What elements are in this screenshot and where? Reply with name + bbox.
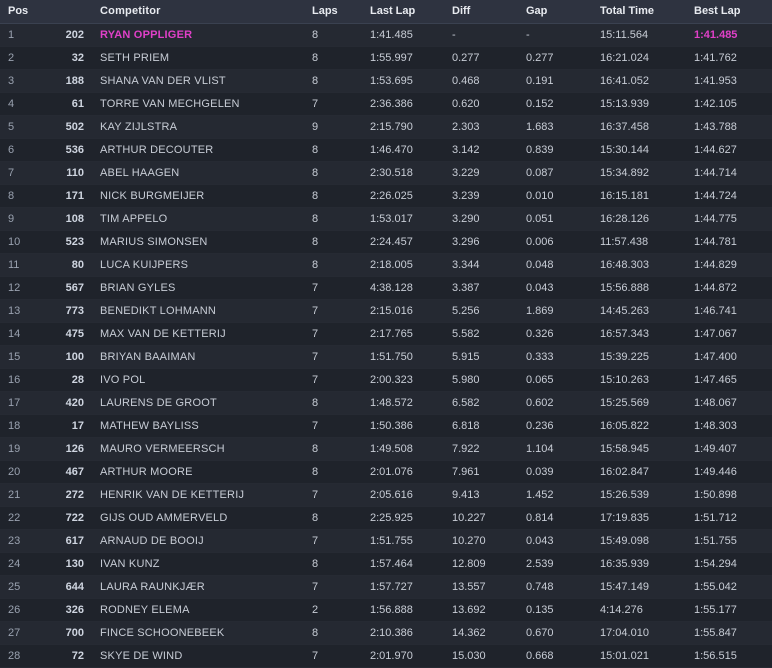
cell-best-lap: 1:43.788 — [688, 116, 772, 139]
cell-number: 108 — [40, 208, 90, 231]
cell-best-lap: 1:55.847 — [688, 622, 772, 645]
cell-competitor: MATHEW BAYLISS — [90, 415, 306, 438]
table-row[interactable] — [0, 346, 772, 369]
cell-last-lap: 2:36.386 — [364, 93, 446, 116]
cell-number: 523 — [40, 231, 90, 254]
cell-number: 567 — [40, 277, 90, 300]
cell-diff: 0.620 — [446, 93, 520, 116]
cell-gap: 0.839 — [520, 139, 594, 162]
cell-diff: 5.256 — [446, 300, 520, 323]
cell-gap: 0.326 — [520, 323, 594, 346]
cell-laps: 7 — [306, 93, 364, 116]
table-row[interactable] — [0, 231, 772, 254]
cell-diff: 3.290 — [446, 208, 520, 231]
cell-last-lap: 2:30.518 — [364, 162, 446, 185]
cell-last-lap: 1:51.750 — [364, 346, 446, 369]
cell-total-time: 15:11.564 — [594, 24, 688, 47]
table-row[interactable] — [0, 162, 772, 185]
cell-position: 19 — [0, 438, 40, 461]
cell-diff: 5.582 — [446, 323, 520, 346]
cell-best-lap: 1:48.067 — [688, 392, 772, 415]
results-body — [0, 24, 772, 668]
cell-best-lap: 1:55.177 — [688, 599, 772, 622]
cell-last-lap: 2:25.925 — [364, 507, 446, 530]
cell-position: 25 — [0, 576, 40, 599]
cell-best-lap: 1:44.829 — [688, 254, 772, 277]
cell-diff: 3.142 — [446, 139, 520, 162]
table-row[interactable] — [0, 139, 772, 162]
table-row[interactable] — [0, 415, 772, 438]
cell-diff: 3.239 — [446, 185, 520, 208]
cell-position: 22 — [0, 507, 40, 530]
cell-gap: 0.087 — [520, 162, 594, 185]
table-row[interactable] — [0, 438, 772, 461]
cell-total-time: 16:37.458 — [594, 116, 688, 139]
cell-gap: - — [520, 24, 594, 47]
cell-best-lap: 1:47.465 — [688, 369, 772, 392]
table-row[interactable] — [0, 70, 772, 93]
table-row[interactable] — [0, 208, 772, 231]
cell-number: 617 — [40, 530, 90, 553]
table-row[interactable] — [0, 553, 772, 576]
cell-last-lap: 1:51.755 — [364, 530, 446, 553]
cell-position: 8 — [0, 185, 40, 208]
cell-laps: 7 — [306, 530, 364, 553]
cell-diff: 13.692 — [446, 599, 520, 622]
cell-number: 171 — [40, 185, 90, 208]
cell-laps: 7 — [306, 576, 364, 599]
cell-position: 12 — [0, 277, 40, 300]
cell-total-time: 17:19.835 — [594, 507, 688, 530]
column-header-best-lap[interactable]: Best Lap — [688, 0, 772, 24]
cell-gap: 0.051 — [520, 208, 594, 231]
cell-number: 475 — [40, 323, 90, 346]
cell-diff: 7.961 — [446, 461, 520, 484]
cell-laps: 8 — [306, 47, 364, 70]
column-header-total-time[interactable]: Total Time — [594, 0, 688, 24]
cell-competitor: NICK BURGMEIJER — [90, 185, 306, 208]
cell-best-lap: 1:56.515 — [688, 645, 772, 668]
cell-number: 188 — [40, 70, 90, 93]
cell-best-lap: 1:48.303 — [688, 415, 772, 438]
cell-best-lap: 1:42.105 — [688, 93, 772, 116]
column-header-pos[interactable]: Pos — [0, 0, 40, 24]
cell-last-lap: 1:41.485 — [364, 24, 446, 47]
cell-gap: 0.048 — [520, 254, 594, 277]
cell-diff: 0.468 — [446, 70, 520, 93]
cell-position: 26 — [0, 599, 40, 622]
cell-position: 23 — [0, 530, 40, 553]
cell-position: 20 — [0, 461, 40, 484]
cell-laps: 9 — [306, 116, 364, 139]
cell-best-lap: 1:54.294 — [688, 553, 772, 576]
cell-position: 17 — [0, 392, 40, 415]
cell-position: 28 — [0, 645, 40, 668]
cell-competitor: RODNEY ELEMA — [90, 599, 306, 622]
cell-competitor: ARNAUD DE BOOIJ — [90, 530, 306, 553]
column-header-gap[interactable]: Gap — [520, 0, 594, 24]
cell-total-time: 15:49.098 — [594, 530, 688, 553]
cell-position: 9 — [0, 208, 40, 231]
cell-diff: 13.557 — [446, 576, 520, 599]
cell-gap: 0.814 — [520, 507, 594, 530]
table-header-row — [0, 0, 772, 24]
cell-number: 17 — [40, 415, 90, 438]
cell-laps: 7 — [306, 369, 364, 392]
cell-total-time: 15:30.144 — [594, 139, 688, 162]
cell-laps: 8 — [306, 622, 364, 645]
cell-position: 14 — [0, 323, 40, 346]
cell-last-lap: 4:38.128 — [364, 277, 446, 300]
cell-diff: 10.227 — [446, 507, 520, 530]
cell-diff: 6.818 — [446, 415, 520, 438]
cell-laps: 8 — [306, 553, 364, 576]
column-header-last-lap[interactable]: Last Lap — [364, 0, 446, 24]
table-row[interactable] — [0, 507, 772, 530]
cell-last-lap: 1:49.508 — [364, 438, 446, 461]
cell-competitor: HENRIK VAN DE KETTERIJ — [90, 484, 306, 507]
cell-total-time: 16:41.052 — [594, 70, 688, 93]
table-row[interactable] — [0, 622, 772, 645]
cell-competitor: LUCA KUIJPERS — [90, 254, 306, 277]
cell-diff: 14.362 — [446, 622, 520, 645]
cell-diff: 3.296 — [446, 231, 520, 254]
cell-laps: 8 — [306, 438, 364, 461]
cell-position: 21 — [0, 484, 40, 507]
cell-gap: 1.869 — [520, 300, 594, 323]
cell-best-lap: 1:49.446 — [688, 461, 772, 484]
cell-last-lap: 2:17.765 — [364, 323, 446, 346]
cell-total-time: 15:34.892 — [594, 162, 688, 185]
cell-number: 326 — [40, 599, 90, 622]
cell-number: 32 — [40, 47, 90, 70]
table-row[interactable] — [0, 530, 772, 553]
cell-competitor: TORRE VAN MECHGELEN — [90, 93, 306, 116]
cell-laps: 8 — [306, 185, 364, 208]
cell-position: 10 — [0, 231, 40, 254]
cell-laps: 8 — [306, 208, 364, 231]
cell-laps: 8 — [306, 254, 364, 277]
cell-best-lap: 1:44.724 — [688, 185, 772, 208]
cell-laps: 7 — [306, 346, 364, 369]
cell-laps: 8 — [306, 162, 364, 185]
cell-total-time: 16:28.126 — [594, 208, 688, 231]
cell-laps: 2 — [306, 599, 364, 622]
cell-gap: 1.452 — [520, 484, 594, 507]
cell-competitor: ARTHUR DECOUTER — [90, 139, 306, 162]
cell-last-lap: 1:57.464 — [364, 553, 446, 576]
cell-gap: 0.043 — [520, 277, 594, 300]
cell-last-lap: 1:53.017 — [364, 208, 446, 231]
cell-last-lap: 2:10.386 — [364, 622, 446, 645]
cell-number: 126 — [40, 438, 90, 461]
cell-total-time: 15:39.225 — [594, 346, 688, 369]
table-row[interactable] — [0, 484, 772, 507]
cell-laps: 8 — [306, 139, 364, 162]
cell-total-time: 15:58.945 — [594, 438, 688, 461]
cell-total-time: 15:13.939 — [594, 93, 688, 116]
cell-gap: 1.683 — [520, 116, 594, 139]
cell-competitor: LAURA RAUNKJÆR — [90, 576, 306, 599]
cell-competitor: MAURO VERMEERSCH — [90, 438, 306, 461]
cell-competitor: IVAN KUNZ — [90, 553, 306, 576]
cell-number: 28 — [40, 369, 90, 392]
cell-laps: 8 — [306, 507, 364, 530]
cell-total-time: 16:05.822 — [594, 415, 688, 438]
cell-gap: 0.135 — [520, 599, 594, 622]
cell-best-lap: 1:44.775 — [688, 208, 772, 231]
table-row[interactable] — [0, 645, 772, 668]
cell-number: 536 — [40, 139, 90, 162]
cell-total-time: 15:26.539 — [594, 484, 688, 507]
cell-diff: 3.387 — [446, 277, 520, 300]
cell-total-time: 16:02.847 — [594, 461, 688, 484]
cell-competitor: BRIYAN BAAIMAN — [90, 346, 306, 369]
cell-number: 722 — [40, 507, 90, 530]
cell-best-lap: 1:47.400 — [688, 346, 772, 369]
cell-last-lap: 1:56.888 — [364, 599, 446, 622]
cell-gap: 0.191 — [520, 70, 594, 93]
cell-gap: 2.539 — [520, 553, 594, 576]
cell-competitor: SKYE DE WIND — [90, 645, 306, 668]
cell-last-lap: 2:00.323 — [364, 369, 446, 392]
cell-number: 130 — [40, 553, 90, 576]
cell-number: 110 — [40, 162, 90, 185]
cell-last-lap: 1:50.386 — [364, 415, 446, 438]
cell-diff: 3.229 — [446, 162, 520, 185]
table-row[interactable] — [0, 369, 772, 392]
cell-competitor: KAY ZIJLSTRA — [90, 116, 306, 139]
cell-position: 24 — [0, 553, 40, 576]
table-row[interactable] — [0, 576, 772, 599]
column-header-diff[interactable]: Diff — [446, 0, 520, 24]
cell-best-lap: 1:51.755 — [688, 530, 772, 553]
cell-gap: 0.277 — [520, 47, 594, 70]
column-header-number[interactable] — [40, 0, 90, 24]
cell-laps: 8 — [306, 70, 364, 93]
cell-best-lap: 1:44.627 — [688, 139, 772, 162]
cell-competitor: FINCE SCHOONEBEEK — [90, 622, 306, 645]
cell-position: 6 — [0, 139, 40, 162]
cell-position: 27 — [0, 622, 40, 645]
cell-last-lap: 1:46.470 — [364, 139, 446, 162]
cell-best-lap: 1:55.042 — [688, 576, 772, 599]
cell-laps: 7 — [306, 277, 364, 300]
cell-number: 272 — [40, 484, 90, 507]
cell-competitor: ABEL HAAGEN — [90, 162, 306, 185]
cell-number: 773 — [40, 300, 90, 323]
cell-laps: 7 — [306, 645, 364, 668]
cell-number: 202 — [40, 24, 90, 47]
cell-competitor: BENEDIKT LOHMANN — [90, 300, 306, 323]
column-header-competitor[interactable]: Competitor — [90, 0, 306, 24]
cell-best-lap: 1:50.898 — [688, 484, 772, 507]
cell-total-time: 15:01.021 — [594, 645, 688, 668]
cell-position: 5 — [0, 116, 40, 139]
cell-position: 7 — [0, 162, 40, 185]
cell-diff: 12.809 — [446, 553, 520, 576]
cell-laps: 7 — [306, 484, 364, 507]
cell-diff: 3.344 — [446, 254, 520, 277]
cell-competitor: MARIUS SIMONSEN — [90, 231, 306, 254]
cell-laps: 7 — [306, 323, 364, 346]
cell-diff: - — [446, 24, 520, 47]
cell-position: 16 — [0, 369, 40, 392]
column-header-laps[interactable]: Laps — [306, 0, 364, 24]
cell-competitor: SETH PRIEM — [90, 47, 306, 70]
cell-diff: 2.303 — [446, 116, 520, 139]
cell-number: 72 — [40, 645, 90, 668]
cell-laps: 7 — [306, 300, 364, 323]
cell-diff: 9.413 — [446, 484, 520, 507]
cell-gap: 0.065 — [520, 369, 594, 392]
cell-number: 700 — [40, 622, 90, 645]
cell-position: 15 — [0, 346, 40, 369]
cell-number: 100 — [40, 346, 90, 369]
cell-total-time: 15:56.888 — [594, 277, 688, 300]
table-row[interactable] — [0, 323, 772, 346]
cell-total-time: 16:15.181 — [594, 185, 688, 208]
cell-position: 1 — [0, 24, 40, 47]
table-row[interactable] — [0, 300, 772, 323]
cell-laps: 7 — [306, 415, 364, 438]
cell-diff: 5.915 — [446, 346, 520, 369]
table-row[interactable] — [0, 277, 772, 300]
cell-gap: 0.236 — [520, 415, 594, 438]
table-row[interactable] — [0, 461, 772, 484]
cell-diff: 6.582 — [446, 392, 520, 415]
table-row[interactable] — [0, 24, 772, 47]
cell-laps: 8 — [306, 392, 364, 415]
cell-best-lap: 1:46.741 — [688, 300, 772, 323]
cell-last-lap: 2:15.790 — [364, 116, 446, 139]
cell-gap: 0.668 — [520, 645, 594, 668]
cell-last-lap: 1:57.727 — [364, 576, 446, 599]
cell-competitor: BRIAN GYLES — [90, 277, 306, 300]
cell-total-time: 11:57.438 — [594, 231, 688, 254]
cell-gap: 0.602 — [520, 392, 594, 415]
cell-total-time: 14:45.263 — [594, 300, 688, 323]
cell-last-lap: 2:18.005 — [364, 254, 446, 277]
cell-gap: 0.748 — [520, 576, 594, 599]
cell-total-time: 15:25.569 — [594, 392, 688, 415]
cell-gap: 0.039 — [520, 461, 594, 484]
table-row[interactable] — [0, 254, 772, 277]
cell-last-lap: 2:15.016 — [364, 300, 446, 323]
cell-number: 467 — [40, 461, 90, 484]
cell-diff: 7.922 — [446, 438, 520, 461]
cell-last-lap: 1:48.572 — [364, 392, 446, 415]
cell-best-lap: 1:44.872 — [688, 277, 772, 300]
cell-best-lap: 1:41.762 — [688, 47, 772, 70]
cell-total-time: 16:48.303 — [594, 254, 688, 277]
cell-competitor: TIM APPELO — [90, 208, 306, 231]
cell-number: 420 — [40, 392, 90, 415]
cell-competitor: MAX VAN DE KETTERIJ — [90, 323, 306, 346]
cell-gap: 1.104 — [520, 438, 594, 461]
cell-laps: 8 — [306, 231, 364, 254]
cell-gap: 0.043 — [520, 530, 594, 553]
cell-position: 3 — [0, 70, 40, 93]
cell-best-lap: 1:44.714 — [688, 162, 772, 185]
cell-last-lap: 1:55.997 — [364, 47, 446, 70]
cell-best-lap: 1:41.953 — [688, 70, 772, 93]
cell-number: 644 — [40, 576, 90, 599]
cell-laps: 8 — [306, 24, 364, 47]
table-row[interactable] — [0, 392, 772, 415]
cell-competitor: SHANA VAN DER VLIST — [90, 70, 306, 93]
cell-last-lap: 2:05.616 — [364, 484, 446, 507]
cell-last-lap: 2:24.457 — [364, 231, 446, 254]
cell-gap: 0.152 — [520, 93, 594, 116]
cell-position: 13 — [0, 300, 40, 323]
cell-position: 18 — [0, 415, 40, 438]
cell-gap: 0.670 — [520, 622, 594, 645]
cell-number: 80 — [40, 254, 90, 277]
cell-gap: 0.333 — [520, 346, 594, 369]
cell-position: 2 — [0, 47, 40, 70]
cell-best-lap: 1:51.712 — [688, 507, 772, 530]
cell-best-lap: 1:44.781 — [688, 231, 772, 254]
cell-competitor: GIJS OUD AMMERVELD — [90, 507, 306, 530]
cell-competitor: LAURENS DE GROOT — [90, 392, 306, 415]
cell-last-lap: 1:53.695 — [364, 70, 446, 93]
cell-last-lap: 2:01.970 — [364, 645, 446, 668]
cell-diff: 10.270 — [446, 530, 520, 553]
cell-diff: 15.030 — [446, 645, 520, 668]
cell-total-time: 16:57.343 — [594, 323, 688, 346]
cell-diff: 5.980 — [446, 369, 520, 392]
cell-best-lap: 1:49.407 — [688, 438, 772, 461]
cell-last-lap: 2:26.025 — [364, 185, 446, 208]
cell-number: 502 — [40, 116, 90, 139]
cell-laps: 8 — [306, 461, 364, 484]
cell-gap: 0.010 — [520, 185, 594, 208]
table-row[interactable] — [0, 47, 772, 70]
cell-total-time: 16:21.024 — [594, 47, 688, 70]
cell-total-time: 16:35.939 — [594, 553, 688, 576]
cell-number: 61 — [40, 93, 90, 116]
cell-total-time: 4:14.276 — [594, 599, 688, 622]
cell-best-lap: 1:41.485 — [688, 24, 772, 47]
cell-competitor: IVO POL — [90, 369, 306, 392]
cell-diff: 0.277 — [446, 47, 520, 70]
cell-competitor: RYAN OPPLIGER — [90, 24, 306, 47]
cell-gap: 0.006 — [520, 231, 594, 254]
cell-best-lap: 1:47.067 — [688, 323, 772, 346]
cell-total-time: 17:04.010 — [594, 622, 688, 645]
table-row[interactable] — [0, 116, 772, 139]
cell-total-time: 15:47.149 — [594, 576, 688, 599]
table-row[interactable] — [0, 93, 772, 116]
cell-position: 4 — [0, 93, 40, 116]
table-row[interactable] — [0, 599, 772, 622]
cell-last-lap: 2:01.076 — [364, 461, 446, 484]
cell-total-time: 15:10.263 — [594, 369, 688, 392]
cell-position: 11 — [0, 254, 40, 277]
cell-competitor: ARTHUR MOORE — [90, 461, 306, 484]
table-row[interactable] — [0, 185, 772, 208]
